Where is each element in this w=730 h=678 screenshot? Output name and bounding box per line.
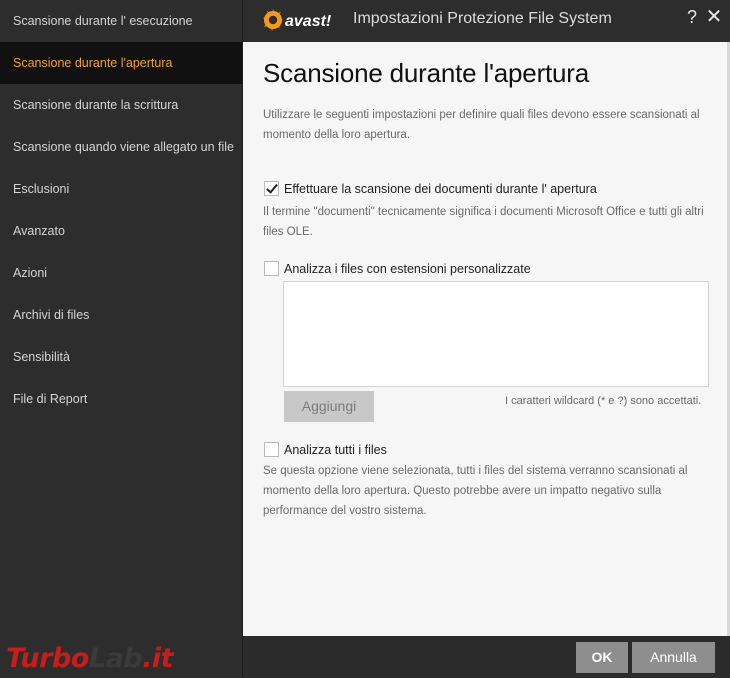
settings-panel <box>243 42 727 636</box>
sidebar-item-scan-on-attach[interactable]: Scansione quando viene allegato un file <box>13 140 235 154</box>
logo-text: avast! <box>285 13 332 30</box>
scan-all-files-label: Analizza tutti i files <box>284 442 387 457</box>
sidebar-item-actions[interactable]: Azioni <box>13 266 48 280</box>
page-title: Scansione durante l'apertura <box>263 58 590 88</box>
avast-logo <box>261 7 343 33</box>
turbolab-watermark: TurboLab.it <box>6 643 174 674</box>
scan-documents-label: Effettuare la scansione dei documenti durante l' apertura <box>284 181 597 196</box>
help-icon[interactable]: ? <box>686 7 697 27</box>
sidebar-item-advanced[interactable]: Avanzato <box>13 224 65 238</box>
window-title: Impostazioni Protezione File System <box>353 10 612 27</box>
title-bar <box>243 0 730 42</box>
dialog-footer <box>243 636 730 678</box>
add-extension-button[interactable]: Aggiungi <box>284 391 374 422</box>
custom-extensions-checkbox[interactable] <box>264 261 279 276</box>
sidebar-item-scan-on-open[interactable]: Scansione durante l'apertura <box>0 42 242 84</box>
scan-all-files-option[interactable] <box>264 442 387 457</box>
sidebar-item-report-file[interactable]: File di Report <box>13 392 88 406</box>
ok-button[interactable]: OK <box>576 642 628 673</box>
intro-text: Utilizzare le seguenti impostazioni per definire quali files devono essere scansionati al momento della loro apertura. <box>263 109 700 141</box>
scan-documents-checkbox[interactable] <box>264 181 279 196</box>
custom-extensions-textarea[interactable] <box>283 281 709 387</box>
sidebar-item-exclusions[interactable]: Esclusioni <box>13 182 70 196</box>
scan-documents-description: Il termine "documenti" tecnicamente significa i documenti Microsoft Office e tutti gli altri files OLE. <box>263 206 704 238</box>
sidebar-item-sensitivity[interactable]: Sensibilità <box>13 350 70 364</box>
cancel-button[interactable]: Annulla <box>632 642 715 673</box>
sidebar-nav <box>0 0 243 678</box>
sidebar-item-scan-on-execute[interactable]: Scansione durante l' esecuzione <box>13 14 193 28</box>
scan-all-files-checkbox[interactable] <box>264 442 279 457</box>
scan-documents-option[interactable] <box>264 181 597 196</box>
sidebar-item-scan-on-write[interactable]: Scansione durante la scrittura <box>13 98 179 112</box>
scan-all-files-description: Se questa opzione viene selezionata, tutti i files del sistema verranno scansionati al momento della loro apertura. Questo potrebbe avere un impatto negativo sulla performance del vostro sistema. <box>263 465 688 517</box>
close-icon[interactable]: ✕ <box>705 6 723 28</box>
wildcard-note: I caratteri wildcard (* e ?) sono accettati. <box>505 395 702 407</box>
custom-extensions-label: Analizza i files con estensioni personalizzate <box>284 261 531 276</box>
sidebar-item-archives[interactable]: Archivi di files <box>13 308 90 322</box>
custom-extensions-option[interactable] <box>264 261 531 276</box>
